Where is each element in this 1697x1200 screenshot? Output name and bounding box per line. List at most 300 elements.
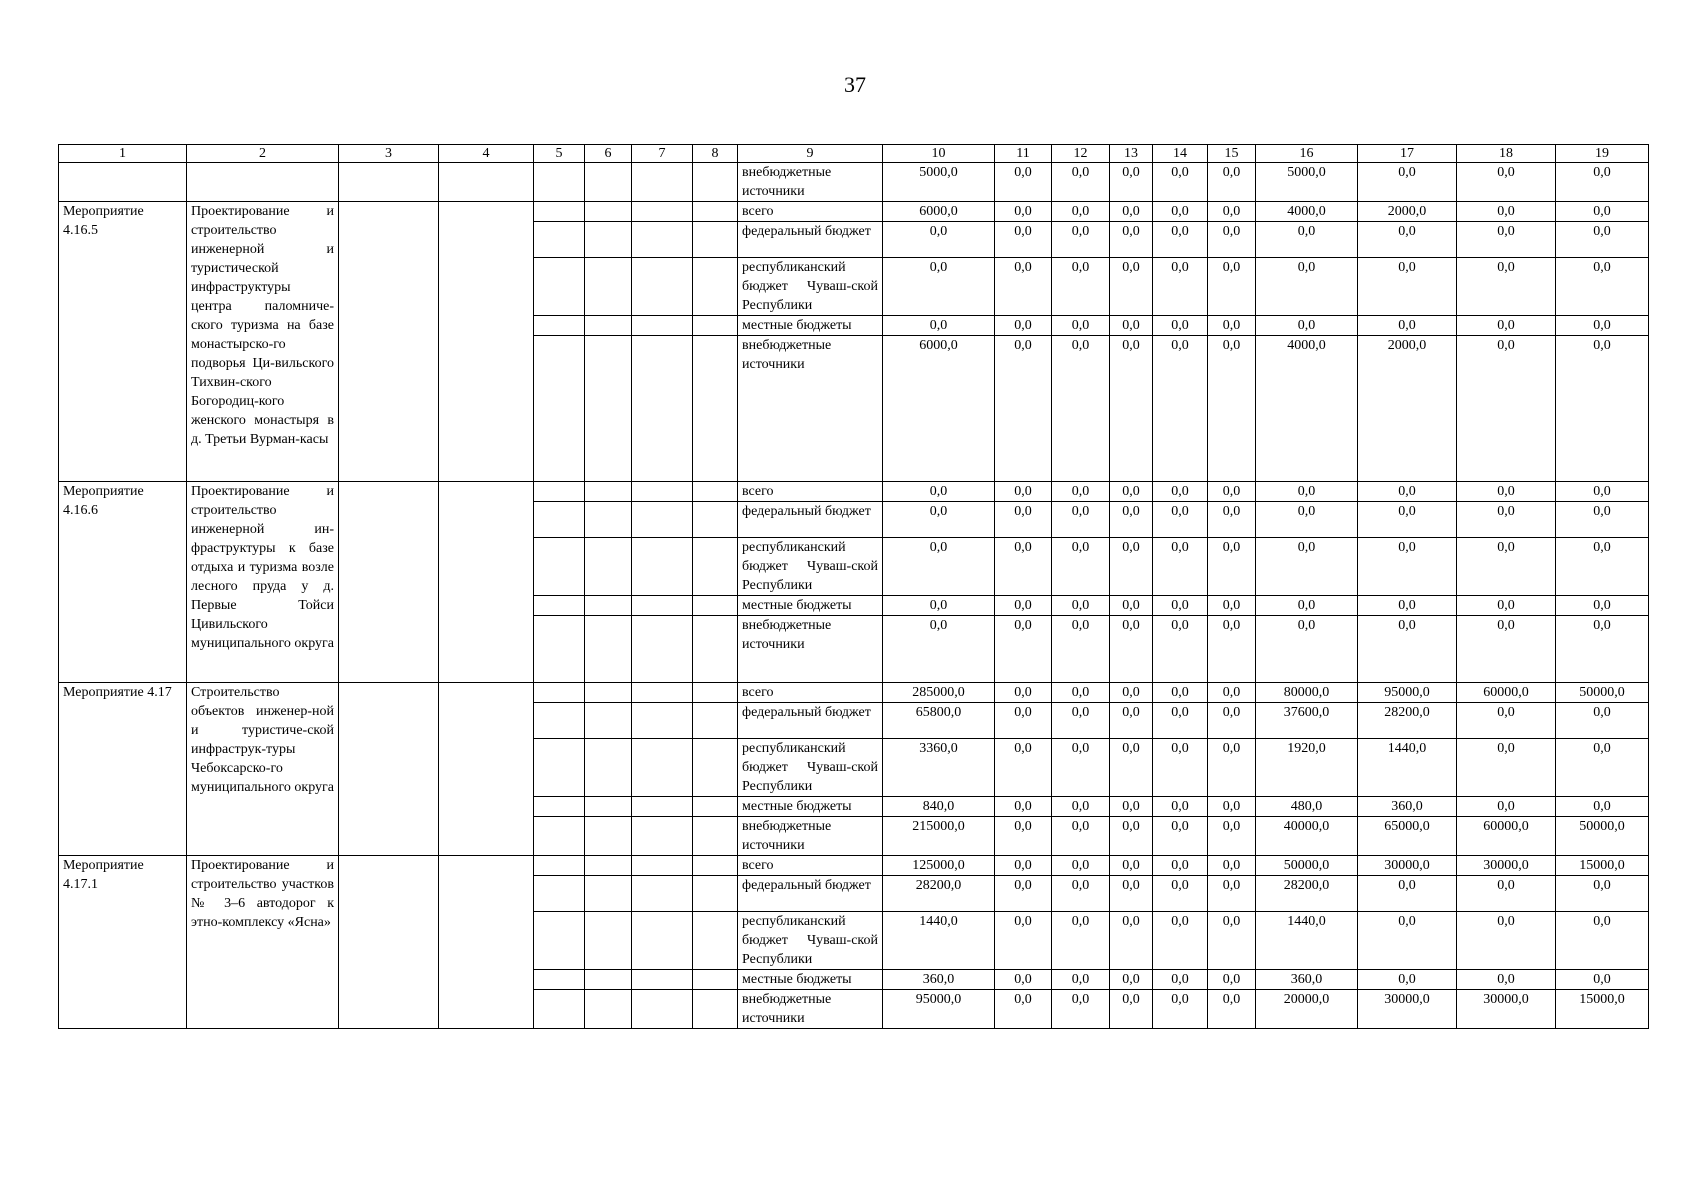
column-header: 3	[339, 145, 439, 163]
funding-source: республиканский бюджет Чуваш-ской Республики	[738, 538, 883, 596]
budget-table	[58, 144, 1649, 1029]
amount-cell: 0,0	[1110, 739, 1153, 797]
empty-cell	[534, 990, 585, 1029]
empty-cell	[693, 222, 738, 258]
empty-cell	[632, 596, 693, 616]
empty-cell	[534, 222, 585, 258]
empty-cell	[632, 817, 693, 856]
amount-cell: 0,0	[1052, 482, 1110, 502]
amount-cell: 0,0	[1110, 990, 1153, 1029]
amount-cell: 0,0	[1358, 482, 1457, 502]
empty-cell	[585, 316, 632, 336]
empty-cell	[439, 856, 534, 1029]
amount-cell: 0,0	[1208, 596, 1256, 616]
amount-cell: 1440,0	[1256, 912, 1358, 970]
empty-cell	[439, 163, 534, 202]
column-header: 16	[1256, 145, 1358, 163]
amount-cell: 0,0	[1457, 482, 1556, 502]
amount-cell: 0,0	[1208, 683, 1256, 703]
amount-cell: 0,0	[995, 163, 1052, 202]
amount-cell: 0,0	[1208, 703, 1256, 739]
amount-cell: 3360,0	[883, 739, 995, 797]
amount-cell: 0,0	[1153, 990, 1208, 1029]
amount-cell: 30000,0	[1457, 856, 1556, 876]
table-row	[59, 163, 1649, 202]
empty-cell	[534, 817, 585, 856]
amount-cell: 0,0	[1110, 703, 1153, 739]
amount-cell: 0,0	[995, 616, 1052, 683]
amount-cell: 0,0	[995, 970, 1052, 990]
empty-cell	[585, 482, 632, 502]
funding-source: местные бюджеты	[738, 970, 883, 990]
amount-cell: 0,0	[1153, 970, 1208, 990]
amount-cell: 0,0	[883, 502, 995, 538]
empty-cell	[585, 817, 632, 856]
amount-cell: 0,0	[1052, 990, 1110, 1029]
amount-cell: 0,0	[1052, 596, 1110, 616]
empty-cell	[534, 538, 585, 596]
amount-cell: 0,0	[1256, 316, 1358, 336]
funding-source: местные бюджеты	[738, 316, 883, 336]
amount-cell: 0,0	[1110, 316, 1153, 336]
amount-cell: 0,0	[1153, 739, 1208, 797]
empty-cell	[632, 336, 693, 482]
column-header: 4	[439, 145, 534, 163]
empty-cell	[339, 482, 439, 683]
empty-cell	[693, 990, 738, 1029]
amount-cell: 0,0	[883, 222, 995, 258]
funding-source: республиканский бюджет Чуваш-ской Республики	[738, 912, 883, 970]
amount-cell: 28200,0	[1256, 876, 1358, 912]
empty-cell	[534, 163, 585, 202]
amount-cell: 0,0	[1358, 876, 1457, 912]
amount-cell: 0,0	[995, 856, 1052, 876]
amount-cell: 60000,0	[1457, 683, 1556, 703]
measure-code: Мероприятие 4.17.1	[59, 856, 187, 1029]
empty-cell	[632, 703, 693, 739]
column-header: 2	[187, 145, 339, 163]
empty-cell	[534, 316, 585, 336]
empty-cell	[59, 163, 187, 202]
empty-cell	[632, 258, 693, 316]
empty-cell	[534, 482, 585, 502]
measure-name: Проектирование и строительство инженерной ин-фраструктуры к базе отдыха и туризма возле лесного пруда у д. Первые Тойси Цивильского муниципального округа	[187, 482, 339, 683]
empty-cell	[632, 990, 693, 1029]
amount-cell: 0,0	[1457, 616, 1556, 683]
amount-cell: 0,0	[1457, 912, 1556, 970]
amount-cell: 0,0	[1457, 739, 1556, 797]
empty-cell	[585, 703, 632, 739]
amount-cell: 0,0	[1110, 616, 1153, 683]
amount-cell: 80000,0	[1256, 683, 1358, 703]
amount-cell: 0,0	[1457, 202, 1556, 222]
amount-cell: 0,0	[1153, 316, 1208, 336]
amount-cell: 0,0	[995, 990, 1052, 1029]
amount-cell: 0,0	[995, 482, 1052, 502]
amount-cell: 0,0	[1556, 797, 1649, 817]
amount-cell: 0,0	[1358, 538, 1457, 596]
amount-cell: 0,0	[1556, 596, 1649, 616]
amount-cell: 0,0	[1358, 258, 1457, 316]
amount-cell: 0,0	[1208, 876, 1256, 912]
amount-cell: 0,0	[1556, 482, 1649, 502]
amount-cell: 0,0	[1256, 482, 1358, 502]
amount-cell: 0,0	[1208, 797, 1256, 817]
amount-cell: 0,0	[1110, 912, 1153, 970]
amount-cell: 0,0	[1208, 202, 1256, 222]
amount-cell: 0,0	[1358, 222, 1457, 258]
amount-cell: 0,0	[1358, 596, 1457, 616]
funding-source: республиканский бюджет Чуваш-ской Республики	[738, 739, 883, 797]
amount-cell: 0,0	[1052, 683, 1110, 703]
empty-cell	[534, 258, 585, 316]
amount-cell: 0,0	[995, 222, 1052, 258]
empty-cell	[585, 202, 632, 222]
empty-cell	[693, 856, 738, 876]
amount-cell: 0,0	[1208, 538, 1256, 596]
empty-cell	[534, 703, 585, 739]
amount-cell: 28200,0	[883, 876, 995, 912]
amount-cell: 0,0	[1052, 616, 1110, 683]
amount-cell: 2000,0	[1358, 202, 1457, 222]
amount-cell: 0,0	[1457, 538, 1556, 596]
amount-cell: 0,0	[995, 502, 1052, 538]
empty-cell	[534, 739, 585, 797]
empty-cell	[585, 797, 632, 817]
amount-cell: 0,0	[1153, 703, 1208, 739]
amount-cell: 95000,0	[883, 990, 995, 1029]
amount-cell: 0,0	[1153, 912, 1208, 970]
amount-cell: 0,0	[1556, 739, 1649, 797]
amount-cell: 0,0	[995, 817, 1052, 856]
amount-cell: 0,0	[1256, 616, 1358, 683]
column-header: 5	[534, 145, 585, 163]
page-number: 37	[844, 72, 866, 97]
amount-cell: 0,0	[1052, 202, 1110, 222]
amount-cell: 360,0	[1358, 797, 1457, 817]
amount-cell: 0,0	[995, 596, 1052, 616]
amount-cell: 360,0	[883, 970, 995, 990]
empty-cell	[534, 797, 585, 817]
amount-cell: 0,0	[1153, 616, 1208, 683]
empty-cell	[439, 683, 534, 856]
empty-cell	[693, 970, 738, 990]
amount-cell: 0,0	[1457, 876, 1556, 912]
amount-cell: 0,0	[1457, 336, 1556, 482]
amount-cell: 0,0	[1358, 316, 1457, 336]
funding-source: федеральный бюджет	[738, 703, 883, 739]
amount-cell: 0,0	[1110, 482, 1153, 502]
amount-cell: 0,0	[1153, 797, 1208, 817]
empty-cell	[585, 336, 632, 482]
amount-cell: 0,0	[1358, 616, 1457, 683]
column-header: 7	[632, 145, 693, 163]
amount-cell: 0,0	[995, 538, 1052, 596]
empty-cell	[632, 876, 693, 912]
column-number-row	[59, 145, 1649, 163]
amount-cell: 0,0	[1153, 222, 1208, 258]
amount-cell: 0,0	[1052, 912, 1110, 970]
amount-cell: 0,0	[1052, 856, 1110, 876]
amount-cell: 0,0	[1208, 163, 1256, 202]
amount-cell: 0,0	[1457, 970, 1556, 990]
amount-cell: 0,0	[1110, 970, 1153, 990]
amount-cell: 0,0	[1153, 538, 1208, 596]
amount-cell: 0,0	[1110, 222, 1153, 258]
column-header: 18	[1457, 145, 1556, 163]
empty-cell	[585, 990, 632, 1029]
empty-cell	[632, 856, 693, 876]
amount-cell: 6000,0	[883, 336, 995, 482]
empty-cell	[339, 163, 439, 202]
empty-cell	[534, 616, 585, 683]
amount-cell: 0,0	[1110, 596, 1153, 616]
amount-cell: 0,0	[1208, 970, 1256, 990]
empty-cell	[585, 596, 632, 616]
amount-cell: 0,0	[1110, 817, 1153, 856]
column-header: 12	[1052, 145, 1110, 163]
amount-cell: 0,0	[883, 316, 995, 336]
measure-code: Мероприятие 4.16.6	[59, 482, 187, 683]
empty-cell	[632, 482, 693, 502]
amount-cell: 0,0	[1556, 222, 1649, 258]
funding-source: внебюджетные источники	[738, 163, 883, 202]
amount-cell: 0,0	[1457, 163, 1556, 202]
amount-cell: 5000,0	[1256, 163, 1358, 202]
amount-cell: 0,0	[1052, 316, 1110, 336]
empty-cell	[693, 596, 738, 616]
empty-cell	[534, 596, 585, 616]
amount-cell: 0,0	[1256, 538, 1358, 596]
amount-cell: 0,0	[1052, 502, 1110, 538]
amount-cell: 0,0	[995, 683, 1052, 703]
amount-cell: 0,0	[995, 316, 1052, 336]
funding-source: всего	[738, 683, 883, 703]
amount-cell: 0,0	[1556, 316, 1649, 336]
empty-cell	[693, 739, 738, 797]
amount-cell: 0,0	[1208, 258, 1256, 316]
funding-source: федеральный бюджет	[738, 222, 883, 258]
measure-name: Проектирование и строительство инженерной и туристической инфраструктуры центра паломниче-ского туризма на базе монастырско-го подворья Ци-вильского Тихвин-ского Богородиц-кого женского монастыря в д. Третьи Вурман-касы	[187, 202, 339, 482]
amount-cell: 15000,0	[1556, 856, 1649, 876]
amount-cell: 0,0	[1153, 482, 1208, 502]
funding-source: местные бюджеты	[738, 797, 883, 817]
amount-cell: 0,0	[1457, 596, 1556, 616]
empty-cell	[632, 316, 693, 336]
amount-cell: 0,0	[1153, 856, 1208, 876]
empty-cell	[693, 817, 738, 856]
empty-cell	[339, 202, 439, 482]
empty-cell	[632, 222, 693, 258]
amount-cell: 95000,0	[1358, 683, 1457, 703]
amount-cell: 0,0	[1153, 202, 1208, 222]
empty-cell	[693, 482, 738, 502]
empty-cell	[632, 683, 693, 703]
amount-cell: 0,0	[1110, 797, 1153, 817]
amount-cell: 0,0	[1153, 596, 1208, 616]
amount-cell: 0,0	[1208, 817, 1256, 856]
amount-cell: 0,0	[1153, 683, 1208, 703]
empty-cell	[693, 683, 738, 703]
amount-cell: 0,0	[1110, 876, 1153, 912]
amount-cell: 50000,0	[1256, 856, 1358, 876]
amount-cell: 0,0	[1358, 502, 1457, 538]
amount-cell: 0,0	[1208, 222, 1256, 258]
empty-cell	[585, 970, 632, 990]
amount-cell: 840,0	[883, 797, 995, 817]
empty-cell	[585, 739, 632, 797]
empty-cell	[585, 616, 632, 683]
amount-cell: 0,0	[1110, 683, 1153, 703]
amount-cell: 0,0	[1153, 163, 1208, 202]
amount-cell: 0,0	[1153, 817, 1208, 856]
empty-cell	[693, 316, 738, 336]
amount-cell: 0,0	[1110, 258, 1153, 316]
amount-cell: 0,0	[1052, 876, 1110, 912]
empty-cell	[632, 970, 693, 990]
amount-cell: 0,0	[1358, 970, 1457, 990]
column-header: 17	[1358, 145, 1457, 163]
amount-cell: 0,0	[1256, 596, 1358, 616]
amount-cell: 0,0	[1052, 163, 1110, 202]
amount-cell: 0,0	[1556, 336, 1649, 482]
amount-cell: 30000,0	[1358, 990, 1457, 1029]
empty-cell	[585, 876, 632, 912]
amount-cell: 125000,0	[883, 856, 995, 876]
funding-source: внебюджетные источники	[738, 336, 883, 482]
amount-cell: 15000,0	[1556, 990, 1649, 1029]
column-header: 8	[693, 145, 738, 163]
measure-name: Проектирование и строительство участков № 3–6 автодорог к этно-комплексу «Ясна»	[187, 856, 339, 1029]
funding-source: республиканский бюджет Чуваш-ской Республики	[738, 258, 883, 316]
amount-cell: 0,0	[1110, 856, 1153, 876]
amount-cell: 50000,0	[1556, 817, 1649, 856]
amount-cell: 0,0	[1110, 538, 1153, 596]
amount-cell: 30000,0	[1358, 856, 1457, 876]
amount-cell: 0,0	[995, 797, 1052, 817]
empty-cell	[632, 616, 693, 683]
amount-cell: 0,0	[995, 739, 1052, 797]
amount-cell: 0,0	[1457, 258, 1556, 316]
amount-cell: 0,0	[1052, 703, 1110, 739]
table-row	[59, 856, 1649, 876]
amount-cell: 0,0	[995, 912, 1052, 970]
empty-cell	[693, 912, 738, 970]
amount-cell: 0,0	[1052, 222, 1110, 258]
amount-cell: 285000,0	[883, 683, 995, 703]
empty-cell	[339, 856, 439, 1029]
amount-cell: 0,0	[1052, 797, 1110, 817]
amount-cell: 0,0	[1052, 258, 1110, 316]
amount-cell: 0,0	[1556, 202, 1649, 222]
empty-cell	[534, 970, 585, 990]
table-row	[59, 482, 1649, 502]
amount-cell: 4000,0	[1256, 202, 1358, 222]
amount-cell: 0,0	[1153, 336, 1208, 482]
empty-cell	[585, 538, 632, 596]
empty-cell	[534, 502, 585, 538]
amount-cell: 0,0	[1208, 502, 1256, 538]
amount-cell: 1920,0	[1256, 739, 1358, 797]
amount-cell: 0,0	[1208, 739, 1256, 797]
amount-cell: 0,0	[1208, 912, 1256, 970]
empty-cell	[632, 739, 693, 797]
amount-cell: 0,0	[1153, 258, 1208, 316]
amount-cell: 0,0	[1457, 222, 1556, 258]
amount-cell: 0,0	[1208, 336, 1256, 482]
amount-cell: 0,0	[1153, 502, 1208, 538]
amount-cell: 0,0	[883, 596, 995, 616]
empty-cell	[439, 482, 534, 683]
amount-cell: 0,0	[1208, 316, 1256, 336]
empty-cell	[632, 912, 693, 970]
measure-name: Строительство объектов инженер-ной и туристиче-ской инфраструк-туры Чебоксарско-го муниципального округа	[187, 683, 339, 856]
amount-cell: 2000,0	[1358, 336, 1457, 482]
empty-cell	[534, 336, 585, 482]
amount-cell: 0,0	[1052, 817, 1110, 856]
empty-cell	[693, 616, 738, 683]
amount-cell: 0,0	[1110, 163, 1153, 202]
measure-code: Мероприятие 4.16.5	[59, 202, 187, 482]
funding-source: внебюджетные источники	[738, 990, 883, 1029]
empty-cell	[632, 202, 693, 222]
empty-cell	[632, 538, 693, 596]
empty-cell	[339, 683, 439, 856]
amount-cell: 0,0	[883, 538, 995, 596]
amount-cell: 0,0	[995, 258, 1052, 316]
empty-cell	[585, 502, 632, 538]
empty-cell	[693, 336, 738, 482]
amount-cell: 0,0	[1208, 482, 1256, 502]
measure-code: Мероприятие 4.17	[59, 683, 187, 856]
amount-cell: 0,0	[1556, 538, 1649, 596]
amount-cell: 0,0	[1457, 797, 1556, 817]
amount-cell: 0,0	[1256, 222, 1358, 258]
budget-table-body	[59, 163, 1649, 1029]
empty-cell	[693, 538, 738, 596]
amount-cell: 0,0	[995, 703, 1052, 739]
amount-cell: 0,0	[1052, 538, 1110, 596]
amount-cell: 0,0	[1208, 856, 1256, 876]
amount-cell: 0,0	[1556, 163, 1649, 202]
amount-cell: 0,0	[1358, 912, 1457, 970]
amount-cell: 0,0	[1556, 912, 1649, 970]
column-header: 10	[883, 145, 995, 163]
funding-source: всего	[738, 202, 883, 222]
amount-cell: 0,0	[883, 616, 995, 683]
amount-cell: 6000,0	[883, 202, 995, 222]
funding-source: федеральный бюджет	[738, 502, 883, 538]
empty-cell	[585, 856, 632, 876]
amount-cell: 0,0	[1556, 616, 1649, 683]
empty-cell	[585, 683, 632, 703]
funding-source: федеральный бюджет	[738, 876, 883, 912]
amount-cell: 65000,0	[1358, 817, 1457, 856]
amount-cell: 0,0	[1457, 502, 1556, 538]
amount-cell: 0,0	[1457, 703, 1556, 739]
funding-source: внебюджетные источники	[738, 817, 883, 856]
column-header: 14	[1153, 145, 1208, 163]
amount-cell: 0,0	[883, 482, 995, 502]
empty-cell	[693, 202, 738, 222]
empty-cell	[693, 876, 738, 912]
amount-cell: 65800,0	[883, 703, 995, 739]
amount-cell: 0,0	[1556, 970, 1649, 990]
empty-cell	[632, 163, 693, 202]
funding-source: всего	[738, 482, 883, 502]
amount-cell: 0,0	[1052, 336, 1110, 482]
amount-cell: 30000,0	[1457, 990, 1556, 1029]
